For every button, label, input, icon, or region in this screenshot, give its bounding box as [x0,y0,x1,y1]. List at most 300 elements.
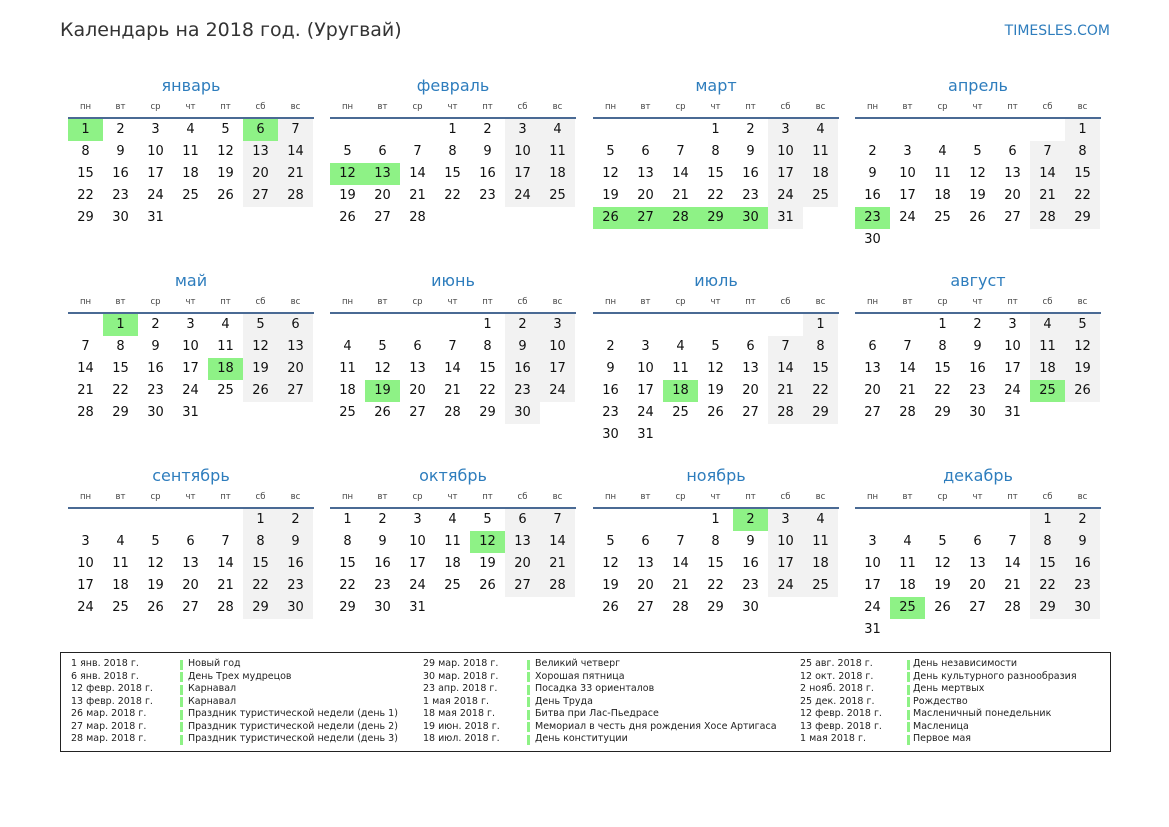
day-cell: 27 [374,210,391,225]
day-cell: 6 [1008,144,1017,159]
day-cell: 11 [444,534,461,549]
day-cell: 13 [637,166,654,181]
day-cell: 15 [479,361,496,376]
day-cell: 16 [742,556,759,571]
brand-link[interactable]: TIMESLES.COM [1004,23,1110,39]
weekday-label: вт [902,492,913,502]
day-cell: 23 [969,383,986,398]
day-cell: 7 [81,339,90,354]
day-cell: 3 [903,144,912,159]
day-cell: 23 [147,383,164,398]
weekday-label: пт [220,297,231,307]
legend-marker [907,735,910,745]
day-cell: 31 [864,622,881,637]
weekday-label: вт [640,492,651,502]
day-cell: 6 [641,144,650,159]
day-cell: 19 [969,188,986,203]
weekday-label: пн [341,492,354,502]
day-cell: 20 [287,361,304,376]
holiday-day: 6 [243,119,278,141]
weekday-label: пн [341,102,354,112]
day-cell: 1 [343,512,352,527]
day-cell: 19 [339,188,356,203]
day-cell: 4 [553,122,562,137]
month-name: май [174,271,208,290]
weekday-label: пн [79,492,92,502]
day-cell: 19 [707,383,724,398]
day-cell: 17 [514,166,531,181]
legend-marker [907,722,910,732]
day-cell: 7 [1043,144,1052,159]
day-cell: 13 [637,556,654,571]
day-cell: 17 [77,578,94,593]
day-cell: 27 [864,405,881,420]
month-name: март [695,76,737,95]
legend-holiday-name: День конституции [535,733,628,744]
weekday-label: пт [1007,102,1018,112]
day-cell: 6 [186,534,195,549]
day-cell: 9 [116,144,125,159]
day-cell: 16 [147,361,164,376]
day-cell: 9 [1078,534,1087,549]
day-cell: 19 [934,578,951,593]
day-cell: 20 [252,166,269,181]
day-cell: 16 [742,166,759,181]
weekday-label: сб [517,102,528,112]
day-cell: 27 [637,600,654,615]
day-cell: 23 [514,383,531,398]
day-cell: 8 [1043,534,1052,549]
day-cell: 18 [112,578,129,593]
holiday-day: 25 [890,597,925,619]
day-cell: 8 [711,534,720,549]
weekday-label: вт [640,297,651,307]
day-cell: 7 [553,512,562,527]
legend-holiday-name: Праздник туристической недели (день 2) [188,720,398,732]
legend-holiday-name: Праздник туристической недели (день 1) [188,708,398,719]
weekday-label: сб [780,492,791,502]
day-cell: 6 [413,339,422,354]
weekday-label: чт [972,492,983,502]
legend-holiday-name: Масленичный понедельник [913,708,1052,719]
day-cell: 29 [1039,600,1056,615]
day-cell: 27 [252,188,269,203]
day-cell: 15 [77,166,94,181]
day-cell: 29 [339,600,356,615]
legend-date: 30 мар. 2018 г. [423,670,499,682]
holiday-day: 12 [330,163,365,185]
day-cell: 12 [707,361,724,376]
legend-date: 25 авг. 2018 г. [800,658,873,669]
weekday-label: вт [377,102,388,112]
legend-holiday-name: Карнавал [188,683,237,694]
day-cell: 1 [256,512,265,527]
legend-holiday-name: Первое мая [913,733,971,744]
day-cell: 4 [186,122,195,137]
day-cell: 1 [448,122,457,137]
weekday-label: сб [1042,297,1053,307]
day-cell: 8 [343,534,352,549]
day-cell: 3 [553,317,562,332]
day-cell: 23 [742,188,759,203]
weekday-label: ср [412,492,423,502]
weekday-label: вс [290,492,301,502]
day-cell: 8 [81,144,90,159]
weekday-label: вт [115,492,126,502]
weekday-label: пн [604,297,617,307]
day-cell: 30 [112,210,129,225]
day-cell: 4 [448,512,457,527]
day-cell: 25 [444,578,461,593]
weekday-label: сб [255,297,266,307]
day-cell: 22 [444,188,461,203]
day-cell: 13 [252,144,269,159]
day-cell: 24 [777,188,794,203]
day-cell: 26 [374,405,391,420]
day-cell: 3 [413,512,422,527]
day-cell: 3 [1008,317,1017,332]
legend-date: 1 мая 2018 г. [800,733,866,744]
weekday-label: вт [115,102,126,112]
legend-date: 1 мая 2018 г. [423,695,489,707]
weekday-label: ср [937,492,948,502]
day-cell: 20 [637,188,654,203]
day-cell: 15 [444,166,461,181]
weekday-label: чт [185,492,196,502]
day-cell: 18 [1039,361,1056,376]
legend-marker [527,697,530,707]
day-cell: 13 [1004,166,1021,181]
day-cell: 14 [1004,556,1021,571]
day-cell: 30 [147,405,164,420]
legend-holiday-name: Битва при Лас-Пьедрасе [535,708,659,719]
day-cell: 5 [606,144,615,159]
day-cell: 28 [672,600,689,615]
day-cell: 10 [777,144,794,159]
day-cell: 16 [374,556,391,571]
day-cell: 20 [637,578,654,593]
weekday-label: пн [79,102,92,112]
day-cell: 29 [112,405,129,420]
legend-marker [907,685,910,695]
day-cell: 2 [606,339,615,354]
legend-marker [527,722,530,732]
day-cell: 2 [868,144,877,159]
legend-marker [907,697,910,707]
legend-holiday-name: Карнавал [188,695,237,707]
day-cell: 14 [287,144,304,159]
day-cell: 3 [518,122,527,137]
legend-marker [180,735,183,745]
day-cell: 16 [1074,556,1091,571]
weekday-label: вс [1077,492,1088,502]
day-cell: 8 [938,339,947,354]
day-cell: 21 [1004,578,1021,593]
day-cell: 2 [483,122,492,137]
day-cell: 6 [518,512,527,527]
day-cell: 1 [483,317,492,332]
day-cell: 17 [409,556,426,571]
day-cell: 1 [711,122,720,137]
holiday-day: 27 [628,207,663,229]
day-cell: 24 [777,578,794,593]
day-cell: 23 [1074,578,1091,593]
day-cell: 30 [969,405,986,420]
day-cell: 7 [676,144,685,159]
holiday-day: 19 [365,380,400,402]
weekday-label: ср [150,492,161,502]
day-cell: 22 [707,188,724,203]
day-cell: 17 [1004,361,1021,376]
legend-date: 18 июл. 2018 г. [423,733,500,744]
day-cell: 28 [409,210,426,225]
day-cell: 10 [864,556,881,571]
day-cell: 17 [182,361,199,376]
day-cell: 25 [812,188,829,203]
legend-date: 26 мар. 2018 г. [71,708,147,719]
legend-date: 13 февр. 2018 г. [800,720,882,732]
day-cell: 2 [746,122,755,137]
legend-marker [907,660,910,670]
day-cell: 22 [707,578,724,593]
day-cell: 7 [1008,534,1017,549]
day-cell: 26 [252,383,269,398]
day-cell: 6 [291,317,300,332]
day-cell: 13 [864,361,881,376]
weekday-label: вт [115,297,126,307]
day-cell: 26 [602,600,619,615]
day-cell: 8 [816,339,825,354]
weekday-label: сб [1042,102,1053,112]
holiday-day: 12 [470,531,505,553]
day-cell: 15 [707,556,724,571]
day-cell: 5 [151,534,160,549]
day-cell: 17 [777,556,794,571]
day-cell: 11 [899,556,916,571]
day-cell: 30 [602,427,619,442]
day-cell: 3 [151,122,160,137]
day-cell: 9 [483,144,492,159]
day-cell: 3 [781,122,790,137]
day-cell: 5 [711,339,720,354]
day-cell: 9 [291,534,300,549]
day-cell: 20 [1004,188,1021,203]
weekday-label: ср [675,492,686,502]
day-cell: 21 [409,188,426,203]
day-cell: 28 [444,405,461,420]
day-cell: 15 [1074,166,1091,181]
weekday-label: вс [552,102,563,112]
day-cell: 18 [339,383,356,398]
day-cell: 24 [409,578,426,593]
day-cell: 20 [374,188,391,203]
day-cell: 7 [781,339,790,354]
day-cell: 10 [549,339,566,354]
weekday-label: вс [290,102,301,112]
legend-date: 23 апр. 2018 г. [423,683,498,694]
day-cell: 24 [864,600,881,615]
day-cell: 13 [969,556,986,571]
day-cell: 10 [77,556,94,571]
month-name: январь [161,76,221,95]
day-cell: 30 [374,600,391,615]
day-cell: 11 [217,339,234,354]
weekday-label: пт [220,492,231,502]
day-cell: 4 [221,317,230,332]
day-cell: 5 [1078,317,1087,332]
weekday-label: ср [937,102,948,112]
day-cell: 17 [549,361,566,376]
day-cell: 3 [81,534,90,549]
day-cell: 16 [969,361,986,376]
holiday-day: 2 [733,509,768,531]
day-cell: 22 [934,383,951,398]
day-cell: 31 [777,210,794,225]
day-cell: 2 [151,317,160,332]
day-cell: 18 [899,578,916,593]
day-cell: 26 [339,210,356,225]
legend-holiday-name: Новый год [188,658,241,669]
weekday-label: сб [780,297,791,307]
legend-date: 19 июн. 2018 г. [423,720,500,732]
day-cell: 14 [777,361,794,376]
day-cell: 27 [409,405,426,420]
day-cell: 26 [1074,383,1091,398]
day-cell: 22 [339,578,356,593]
day-cell: 30 [514,405,531,420]
legend-holiday-name: День Трех мудрецов [188,670,292,682]
day-cell: 26 [479,578,496,593]
legend-holiday-name: День культурного разнообразия [913,670,1077,682]
legend-marker [180,672,183,682]
weekday-label: ср [150,102,161,112]
day-cell: 20 [969,578,986,593]
month-name: февраль [416,76,490,95]
day-cell: 11 [934,166,951,181]
day-cell: 23 [479,188,496,203]
day-cell: 16 [864,188,881,203]
day-cell: 14 [899,361,916,376]
weekday-label: сб [1042,492,1053,502]
holiday-day: 23 [855,207,890,229]
day-cell: 21 [1039,188,1056,203]
day-cell: 20 [182,578,199,593]
weekday-label: пт [482,492,493,502]
day-cell: 12 [969,166,986,181]
day-cell: 19 [252,361,269,376]
day-cell: 16 [287,556,304,571]
day-cell: 22 [252,578,269,593]
legend-holiday-name: Великий четверг [535,658,621,669]
weekday-label: пн [341,297,354,307]
legend-date: 29 мар. 2018 г. [423,658,499,669]
day-cell: 10 [514,144,531,159]
day-cell: 19 [479,556,496,571]
legend-date: 27 мар. 2018 г. [71,720,147,732]
day-cell: 24 [77,600,94,615]
day-cell: 29 [479,405,496,420]
day-cell: 2 [378,512,387,527]
day-cell: 17 [864,578,881,593]
day-cell: 11 [112,556,129,571]
day-cell: 3 [641,339,650,354]
day-cell: 28 [777,405,794,420]
day-cell: 31 [1004,405,1021,420]
day-cell: 14 [1039,166,1056,181]
day-cell: 9 [746,144,755,159]
day-cell: 17 [777,166,794,181]
day-cell: 28 [1039,210,1056,225]
holiday-day: 18 [208,358,243,380]
month-name: июль [694,271,738,290]
legend-date: 28 мар. 2018 г. [71,733,147,744]
day-cell: 7 [413,144,422,159]
day-cell: 11 [549,144,566,159]
day-cell: 26 [147,600,164,615]
legend-marker [527,672,530,682]
day-cell: 26 [217,188,234,203]
day-cell: 18 [812,166,829,181]
day-cell: 12 [217,144,234,159]
weekday-label: вс [552,297,563,307]
day-cell: 5 [938,534,947,549]
day-cell: 25 [672,405,689,420]
day-cell: 6 [973,534,982,549]
day-cell: 2 [973,317,982,332]
weekday-label: чт [710,297,721,307]
weekday-label: пт [745,102,756,112]
day-cell: 24 [1004,383,1021,398]
day-cell: 1 [1078,122,1087,137]
legend-marker [527,660,530,670]
weekday-label: вс [815,102,826,112]
day-cell: 11 [812,534,829,549]
day-cell: 28 [287,188,304,203]
holiday-day: 28 [663,207,698,229]
legend-marker [907,672,910,682]
day-cell: 27 [969,600,986,615]
weekday-label: пт [482,297,493,307]
day-cell: 28 [899,405,916,420]
day-cell: 1 [816,317,825,332]
day-cell: 1 [938,317,947,332]
day-cell: 25 [934,210,951,225]
day-cell: 7 [903,339,912,354]
weekday-label: вт [902,297,913,307]
weekday-label: пт [1007,492,1018,502]
day-cell: 1 [711,512,720,527]
day-cell: 10 [409,534,426,549]
legend-holiday-name: Рождество [913,695,968,707]
day-cell: 10 [637,361,654,376]
day-cell: 13 [514,534,531,549]
day-cell: 19 [217,166,234,181]
day-cell: 20 [514,556,531,571]
day-cell: 5 [221,122,230,137]
day-cell: 15 [252,556,269,571]
day-cell: 12 [602,556,619,571]
day-cell: 30 [287,600,304,615]
day-cell: 16 [479,166,496,181]
weekday-label: пн [604,492,617,502]
day-cell: 10 [1004,339,1021,354]
legend-date: 1 янв. 2018 г. [71,658,139,669]
day-cell: 11 [1039,339,1056,354]
day-cell: 22 [1039,578,1056,593]
day-cell: 31 [409,600,426,615]
weekday-label: пн [866,102,879,112]
day-cell: 29 [707,600,724,615]
